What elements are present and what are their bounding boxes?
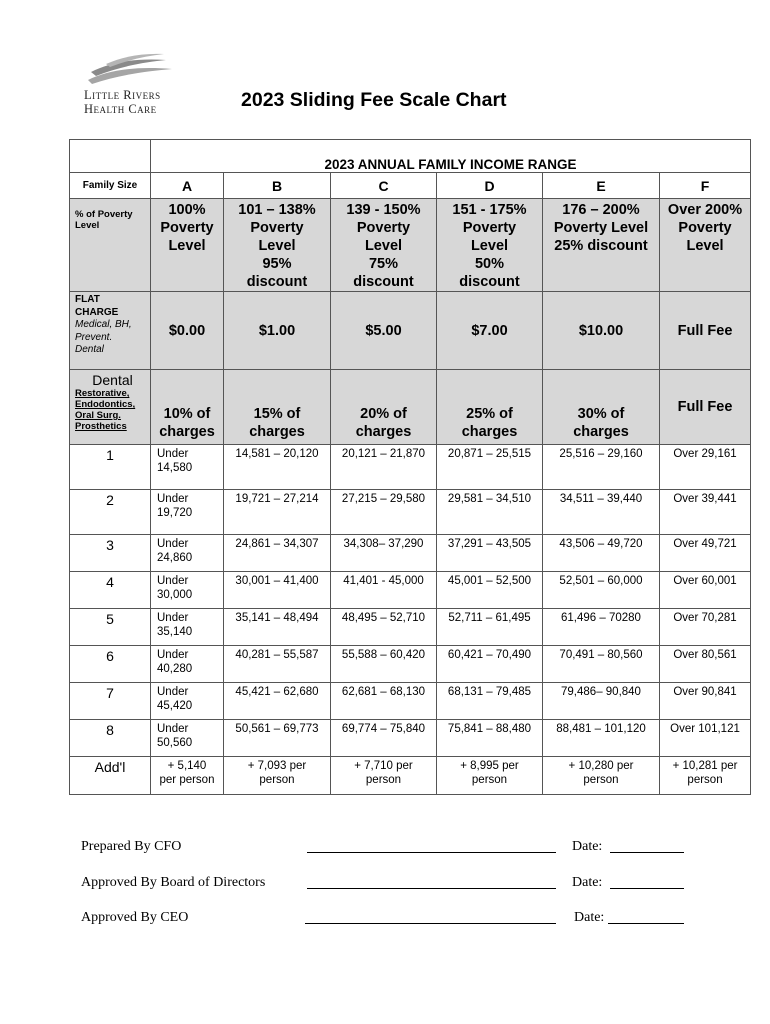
dental-charge-line: charges — [573, 424, 629, 440]
income-cell-b: 35,141 – 48,494 — [224, 609, 331, 646]
table-row — [70, 490, 751, 535]
income-cell-e: 25,516 – 29,160 — [543, 445, 660, 490]
income-cell-b: 30,001 – 41,400 — [224, 572, 331, 609]
addl-line: person — [687, 774, 723, 786]
income-cell-a — [151, 572, 224, 609]
income-cell-d: 68,131 – 79,485 — [437, 683, 543, 720]
income-cell-f: Over 80,561 — [660, 646, 751, 683]
dental-sub: Restorative, — [75, 388, 130, 399]
date-line[interactable] — [610, 851, 684, 853]
table-row — [70, 609, 751, 646]
income-cell-f: Over 90,841 — [660, 683, 751, 720]
dental-title: Dental — [92, 372, 133, 388]
dental-charge-line: 20% of — [360, 406, 407, 422]
income-cell-d: 52,711 – 61,495 — [437, 609, 543, 646]
logo-swoosh-icon — [86, 52, 176, 86]
income-cell-e: 43,506 – 49,720 — [543, 535, 660, 572]
addl-cell — [437, 757, 543, 795]
poverty-level-cell — [660, 199, 751, 292]
addl-line: person — [471, 774, 508, 786]
income-cell-f: Over 29,161 — [660, 445, 751, 490]
income-cell-f: Over 60,001 — [660, 572, 751, 609]
income-cell-d: 60,421 – 70,490 — [437, 646, 543, 683]
dental-charge-cell — [331, 370, 437, 445]
addl-line: + 10,281 per — [672, 760, 738, 772]
poverty-line: Poverty — [356, 220, 411, 236]
income-cell-e: 52,501 – 60,000 — [543, 572, 660, 609]
under-line: 35,140 — [157, 626, 193, 638]
income-cell-a — [151, 720, 224, 757]
dental-charge-line: 10% of — [163, 406, 211, 422]
under-line: Under — [157, 649, 189, 661]
poverty-level-cell — [224, 199, 331, 292]
poverty-line: Poverty — [678, 220, 732, 236]
flat-charge-cell: $10.00 — [543, 292, 660, 370]
flat-charge-cell: $1.00 — [224, 292, 331, 370]
flat-charge-cell: $5.00 — [331, 292, 437, 370]
addl-line: per person — [159, 774, 215, 786]
under-line: Under — [157, 575, 189, 587]
under-line: 50,560 — [157, 737, 193, 749]
under-line: Under — [157, 612, 189, 624]
income-cell-d: 75,841 – 88,480 — [437, 720, 543, 757]
poverty-line: 176 – 200% — [562, 202, 640, 218]
poverty-line: discount — [353, 274, 414, 290]
poverty-line: Level — [686, 238, 724, 254]
income-cell-f: Over 49,721 — [660, 535, 751, 572]
income-cell-c: 69,774 – 75,840 — [331, 720, 437, 757]
income-cell-a — [151, 445, 224, 490]
income-cell-c: 55,588 – 60,420 — [331, 646, 437, 683]
income-cell-f: Over 70,281 — [660, 609, 751, 646]
under-line: 19,720 — [157, 507, 193, 519]
income-cell-a — [151, 609, 224, 646]
under-line: 45,420 — [157, 700, 193, 712]
dental-charge-cell — [437, 370, 543, 445]
income-cell-c: 62,681 – 68,130 — [331, 683, 437, 720]
under-line: Under — [157, 448, 189, 460]
poverty-line: discount — [459, 274, 520, 290]
dental-charge-line: 15% of — [253, 406, 301, 422]
poverty-level-cell — [543, 199, 660, 292]
under-line: Under — [157, 686, 189, 698]
table-row — [70, 683, 751, 720]
poverty-line: Poverty — [250, 220, 304, 236]
addl-line: + 5,140 — [167, 760, 207, 772]
column-letter: E — [543, 173, 660, 199]
family-size-cell: 4 — [70, 572, 151, 609]
dental-charge-line: 25% of — [466, 406, 513, 422]
income-cell-e: 70,491 – 80,560 — [543, 646, 660, 683]
date-line[interactable] — [610, 887, 684, 889]
income-cell-c: 20,121 – 21,870 — [331, 445, 437, 490]
dental-charge-line: 30% of — [577, 406, 625, 422]
table-row — [70, 572, 751, 609]
dental-sub: Oral Surg. — [75, 410, 121, 421]
income-cell-b: 24,861 – 34,307 — [224, 535, 331, 572]
logo-line2: Health Care — [84, 102, 157, 116]
addl-label: Add'l — [70, 757, 151, 795]
addl-cell — [224, 757, 331, 795]
family-size-cell: 7 — [70, 683, 151, 720]
under-line: 14,580 — [157, 462, 193, 474]
table-row — [70, 535, 751, 572]
income-cell-f: Over 39,441 — [660, 490, 751, 535]
addl-line: + 10,280 per — [568, 760, 634, 772]
income-cell-a — [151, 535, 224, 572]
column-letter: C — [331, 173, 437, 199]
poverty-line: Poverty Level — [553, 220, 649, 236]
flat-charge-cell: $0.00 — [151, 292, 224, 370]
income-cell-d: 29,581 – 34,510 — [437, 490, 543, 535]
poverty-level-label: % of Poverty Level — [70, 199, 151, 292]
addl-line: person — [583, 774, 619, 786]
poverty-line: discount — [246, 274, 308, 290]
dental-charge-line: Full Fee — [677, 399, 733, 415]
under-line: 40,280 — [157, 663, 193, 675]
dental-charge-cell — [543, 370, 660, 445]
poverty-level-cell — [331, 199, 437, 292]
poverty-line: Level — [168, 238, 206, 254]
addl-line: + 7,093 per — [247, 760, 307, 772]
poverty-line: 151 - 175% — [452, 202, 527, 218]
date-label: Date: — [572, 839, 603, 854]
signature-line[interactable] — [307, 851, 556, 853]
poverty-line: Level — [470, 238, 509, 254]
prepared-by-label: Prepared By CFO — [81, 839, 182, 854]
family-size-cell: 2 — [70, 490, 151, 535]
family-size-cell: 1 — [70, 445, 151, 490]
income-cell-b: 40,281 – 55,587 — [224, 646, 331, 683]
poverty-level-cell — [437, 199, 543, 292]
addl-line: + 8,995 per — [460, 760, 519, 772]
addl-cell — [331, 757, 437, 795]
approved-ceo-label: Approved By CEO — [81, 910, 189, 925]
income-cell-b: 45,421 – 62,680 — [224, 683, 331, 720]
income-cell-d: 37,291 – 43,505 — [437, 535, 543, 572]
dental-charge-line: charges — [355, 424, 412, 440]
approved-board-label: Approved By Board of Directors — [81, 875, 266, 890]
under-line: Under — [157, 723, 189, 735]
column-letter: A — [151, 173, 224, 199]
dental-charge-cell — [224, 370, 331, 445]
signature-line[interactable] — [305, 922, 556, 924]
column-letter: B — [224, 173, 331, 199]
page-title: 2023 Sliding Fee Scale Chart — [241, 89, 507, 111]
income-cell-d: 45,001 – 52,500 — [437, 572, 543, 609]
under-line: 30,000 — [157, 589, 193, 601]
under-line: Under — [157, 538, 189, 550]
dental-charge-line: charges — [249, 424, 305, 440]
logo — [80, 52, 190, 122]
poverty-line: Over 200% — [667, 202, 743, 218]
poverty-line: 100% — [168, 202, 206, 218]
income-cell-a — [151, 683, 224, 720]
income-cell-e: 61,496 – 70280 — [543, 609, 660, 646]
flat-label-bold: FLAT — [75, 294, 100, 305]
family-size-rows — [70, 445, 751, 757]
income-cell-a — [151, 490, 224, 535]
under-line: Under — [157, 493, 189, 505]
income-cell-e: 88,481 – 101,120 — [543, 720, 660, 757]
income-cell-c: 41,401 - 45,000 — [331, 572, 437, 609]
column-letter: F — [660, 173, 751, 199]
addl-cell — [660, 757, 751, 795]
flat-label-italic: Dental — [75, 344, 104, 355]
family-size-label: Family Size — [70, 173, 151, 199]
income-cell-e: 79,486– 90,840 — [543, 683, 660, 720]
income-cell-d: 20,871 – 25,515 — [437, 445, 543, 490]
table-row — [70, 720, 751, 757]
flat-charge-cell: Full Fee — [660, 292, 751, 370]
flat-charge-cell: $7.00 — [437, 292, 543, 370]
poverty-line: Poverty — [160, 220, 214, 236]
family-size-cell: 8 — [70, 720, 151, 757]
poverty-line: 50% — [474, 256, 505, 272]
date-label: Date: — [572, 875, 603, 890]
flat-label-bold: CHARGE — [75, 306, 119, 318]
table-row — [70, 445, 751, 490]
addl-cell — [543, 757, 660, 795]
income-cell-b: 50,561 – 69,773 — [224, 720, 331, 757]
poverty-line: 75% — [368, 256, 399, 272]
poverty-line: 139 - 150% — [346, 202, 421, 218]
flat-charge-label — [70, 292, 151, 370]
poverty-line: 25% discount — [554, 238, 648, 254]
poverty-line: Level — [258, 238, 296, 254]
addl-line: person — [259, 774, 295, 786]
flat-label-italic: Prevent. — [75, 331, 113, 343]
fee-scale-table — [69, 139, 751, 795]
family-size-cell: 6 — [70, 646, 151, 683]
income-cell-b: 19,721 – 27,214 — [224, 490, 331, 535]
poverty-line: Poverty — [462, 220, 517, 236]
income-cell-b: 14,581 – 20,120 — [224, 445, 331, 490]
dental-charge-cell — [151, 370, 224, 445]
dental-sub: Prosthetics — [75, 421, 127, 432]
table-row — [70, 646, 751, 683]
dental-charge-cell — [660, 370, 751, 445]
income-cell-c: 34,308– 37,290 — [331, 535, 437, 572]
date-label: Date: — [574, 910, 605, 925]
addl-line: + 7,710 per — [354, 760, 413, 772]
poverty-line: 101 – 138% — [238, 202, 316, 218]
corner-cell — [70, 140, 151, 173]
poverty-line: 95% — [262, 256, 292, 272]
column-letter: D — [437, 173, 543, 199]
date-line[interactable] — [608, 922, 684, 924]
poverty-level-cell — [151, 199, 224, 292]
signature-line[interactable] — [307, 887, 556, 889]
family-size-cell: 5 — [70, 609, 151, 646]
income-cell-c: 48,495 – 52,710 — [331, 609, 437, 646]
family-size-cell: 3 — [70, 535, 151, 572]
income-cell-a — [151, 646, 224, 683]
dental-label — [70, 370, 151, 445]
addl-cell — [151, 757, 224, 795]
income-cell-f: Over 101,121 — [660, 720, 751, 757]
dental-charge-line: charges — [159, 424, 215, 440]
addl-line: person — [365, 774, 402, 786]
under-line: 24,860 — [157, 552, 193, 564]
dental-charge-line: charges — [461, 424, 518, 440]
income-range-title: 2023 ANNUAL FAMILY INCOME RANGE — [151, 140, 751, 173]
dental-sub: Endodontics, — [75, 399, 136, 410]
flat-label-italic: Medical, BH, — [75, 319, 132, 330]
income-cell-c: 27,215 – 29,580 — [331, 490, 437, 535]
poverty-line: Level — [364, 238, 403, 254]
income-cell-e: 34,511 – 39,440 — [543, 490, 660, 535]
logo-line1: Little Rivers — [84, 88, 161, 102]
